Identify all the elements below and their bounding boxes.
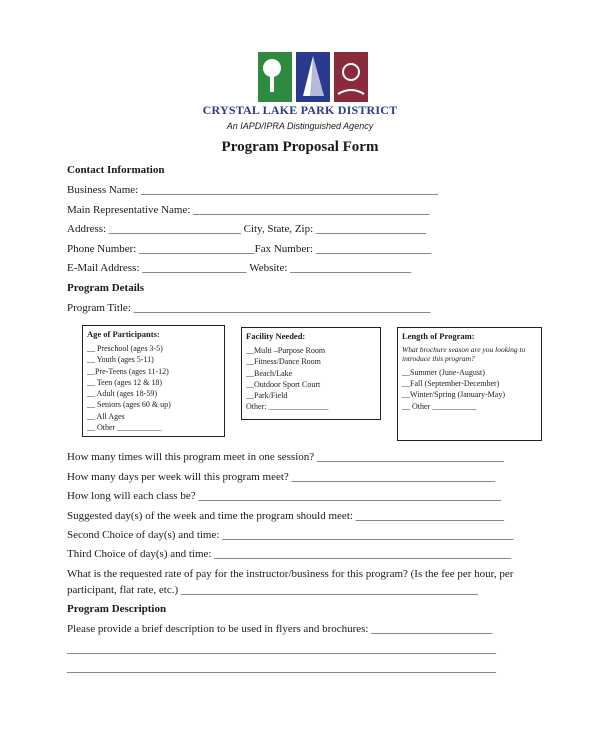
email-website-field[interactable]: E-Mail Address: ___________________ Website: ______________________	[67, 262, 412, 274]
rate-question-field[interactable]: participant, flat rate, etc.) ______________________________________________________	[67, 584, 478, 596]
phone-fax-field[interactable]: Phone Number: _____________________Fax Number: _____________________	[67, 243, 432, 255]
class-length-field[interactable]: How long will each class be? _______________________________________________________	[67, 490, 501, 502]
third-choice-field[interactable]: Third Choice of day(s) and time: ______________________________________________________	[67, 548, 512, 560]
contact-heading: Contact Information	[67, 164, 165, 176]
district-name: CRYSTAL LAKE PARK DISTRICT	[202, 103, 398, 117]
age-option[interactable]: __ Other ___________	[87, 423, 162, 433]
brochure-season-note: What brochure season are you looking to introduce this program?	[402, 345, 526, 364]
description-blank-line[interactable]: ______________________________________________________________________________	[67, 662, 496, 674]
description-prompt-field[interactable]: Please provide a brief description to be used in flyers and brochures: ______________________	[67, 623, 493, 635]
age-option[interactable]: __ Youth (ages 5-11)	[87, 355, 154, 365]
program-description-heading: Program Description	[67, 603, 167, 615]
facility-box-title: Facility Needed:	[246, 331, 306, 341]
season-option[interactable]: __ Other ___________	[402, 401, 477, 411]
age-option[interactable]: __ Adult (ages 18-59)	[87, 389, 157, 399]
facility-option[interactable]: __Fitness/Dance Room	[246, 357, 321, 367]
rate-question-line1: What is the requested rate of pay for the instructor/business for this program? (Is the fee per hour, per	[67, 568, 514, 580]
suggested-days-field[interactable]: Suggested day(s) of the week and time the program should meet: ___________________________	[67, 510, 505, 522]
description-blank-line[interactable]: ______________________________________________________________________________	[67, 643, 496, 655]
address-field[interactable]: Address: ________________________ City, State, Zip: ____________________	[67, 223, 426, 235]
times-per-session-field[interactable]: How many times will this program meet in one session? __________________________________	[67, 451, 504, 463]
age-option[interactable]: __ All Ages	[87, 411, 125, 421]
days-per-week-field[interactable]: How many days per week will this program meet? _____________________________________	[67, 471, 496, 483]
age-box-title: Age of Participants:	[87, 329, 160, 339]
logo-green-panel	[258, 52, 292, 102]
season-option[interactable]: __Fall (September-December)	[402, 379, 500, 389]
business-name-field[interactable]: Business Name: ______________________________________________________	[67, 184, 438, 196]
age-option[interactable]: __ Preschool (ages 3-5)	[87, 344, 163, 353]
facility-option[interactable]: __Park/Field	[246, 391, 288, 401]
age-option[interactable]: __ Teen (ages 12 & 18)	[87, 377, 163, 387]
facility-option[interactable]: __Outdoor Sport Court	[246, 379, 321, 389]
main-representative-field[interactable]: Main Representative Name: ___________________________________________	[67, 204, 430, 216]
facility-option[interactable]: Other: _______________	[246, 402, 329, 412]
age-option[interactable]: __ Seniors (ages 60 & up)	[87, 400, 171, 410]
facility-needed-box	[241, 327, 381, 420]
program-details-heading: Program Details	[67, 282, 145, 294]
season-option[interactable]: __Winter/Spring (January-May)	[402, 390, 505, 400]
season-option[interactable]: __Summer (June-August)	[402, 367, 485, 377]
length-box-title: Length of Program:	[402, 331, 475, 341]
age-of-participants-box	[82, 325, 225, 437]
agency-tagline: An IAPD/IPRA Distinguished Agency	[226, 121, 374, 131]
age-option[interactable]: __Pre-Teens (ages 11-12)	[87, 366, 169, 376]
program-title-field[interactable]: Program Title: ______________________________________________________	[67, 302, 431, 314]
form-title: Program Proposal Form	[221, 139, 379, 155]
second-choice-field[interactable]: Second Choice of day(s) and time: _____________________________________________________	[67, 529, 514, 541]
facility-option[interactable]: __Beach/Lake	[246, 368, 293, 378]
park-district-logo	[258, 48, 368, 104]
length-of-program-box	[397, 327, 542, 441]
facility-option[interactable]: __Multi –Purpose Room	[246, 346, 326, 355]
